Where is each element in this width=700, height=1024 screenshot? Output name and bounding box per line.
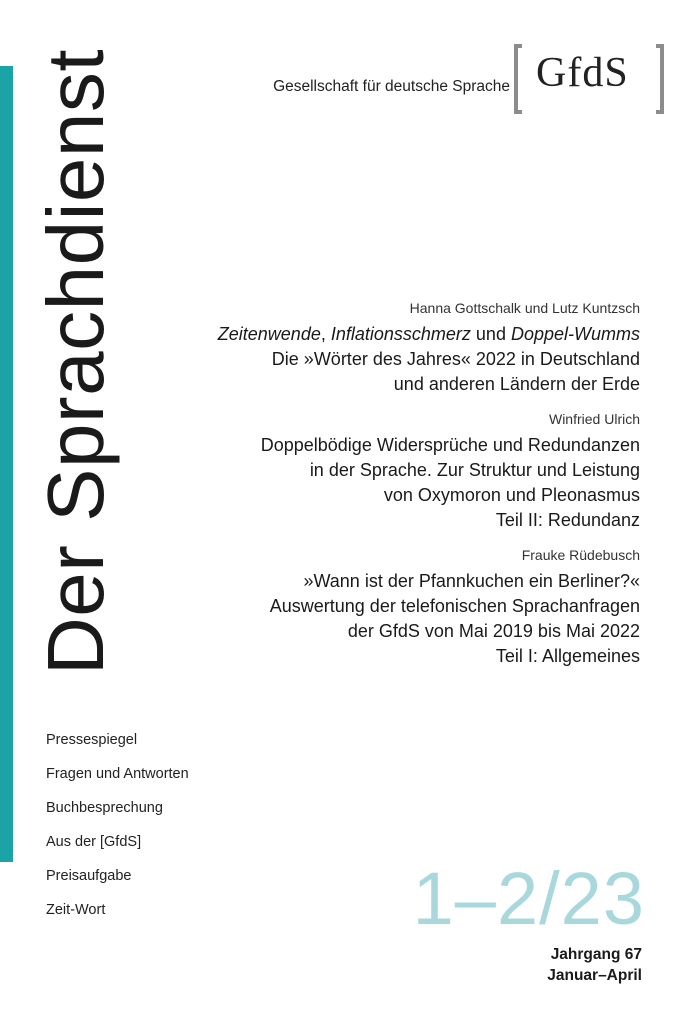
issue-period: Januar–April	[547, 967, 642, 984]
journal-title: Der Sprachdienst	[31, 48, 120, 675]
keyword-zeitenwende: Zeitenwende	[217, 324, 321, 344]
section-item: Preisaufgabe	[46, 868, 132, 884]
article-title	[170, 433, 640, 533]
logo-bracket-left	[514, 44, 522, 114]
article-1	[170, 300, 640, 397]
article-title-line: und anderen Ländern der Erde	[393, 374, 640, 394]
gfds-logo	[514, 44, 664, 118]
issue-number: 1–2/23	[412, 857, 645, 940]
article-title-line: der GfdS von Mai 2019 bis Mai 2022	[347, 621, 640, 641]
article-title-line: Teil I: Allgemeines	[495, 646, 640, 666]
article-list	[170, 300, 640, 683]
article-author: Frauke Rüdebusch	[521, 547, 640, 563]
article-title-line: Zeitenwende, Inflationsschmerz und Doppel-Wumms	[217, 324, 640, 344]
article-title	[170, 322, 640, 397]
section-item: Aus der [GfdS]	[46, 834, 142, 850]
article-title-line: Die »Wörter des Jahres« 2022 in Deutschland	[271, 349, 640, 369]
article-author: Winfried Ulrich	[548, 411, 640, 427]
keyword-inflationsschmerz: Inflationsschmerz	[330, 324, 471, 344]
article-title	[170, 569, 640, 669]
article-author: Hanna Gottschalk und Lutz Kuntzsch	[409, 300, 640, 316]
volume-info	[547, 944, 642, 986]
section-item: Fragen und Antworten	[46, 766, 189, 782]
section-item: Buchbesprechung	[46, 800, 163, 816]
article-title-line: von Oxymoron und Pleonasmus	[383, 485, 640, 505]
article-title-line: in der Sprache. Zur Struktur und Leistung	[309, 460, 640, 480]
keyword-doppel-wumms: Doppel-Wumms	[510, 324, 640, 344]
section-item: Pressespiegel	[46, 732, 138, 748]
section-list	[46, 730, 189, 934]
article-2	[170, 411, 640, 533]
section-item: Zeit-Wort	[46, 902, 106, 918]
logo-text: GfdS	[536, 50, 629, 96]
accent-bar	[0, 66, 13, 862]
publisher-name: Gesellschaft für deutsche Sprache	[273, 78, 510, 95]
article-3	[170, 547, 640, 669]
logo-bracket-right	[656, 44, 664, 114]
article-title-line: »Wann ist der Pfannkuchen ein Berliner?«	[303, 571, 640, 591]
article-title-line: Teil II: Redundanz	[495, 510, 640, 530]
article-title-line: Doppelbödige Widersprüche und Redundanzen	[260, 435, 640, 455]
article-title-line: Auswertung der telefonischen Sprachanfragen	[269, 596, 640, 616]
volume-label: Jahrgang 67	[550, 946, 642, 963]
